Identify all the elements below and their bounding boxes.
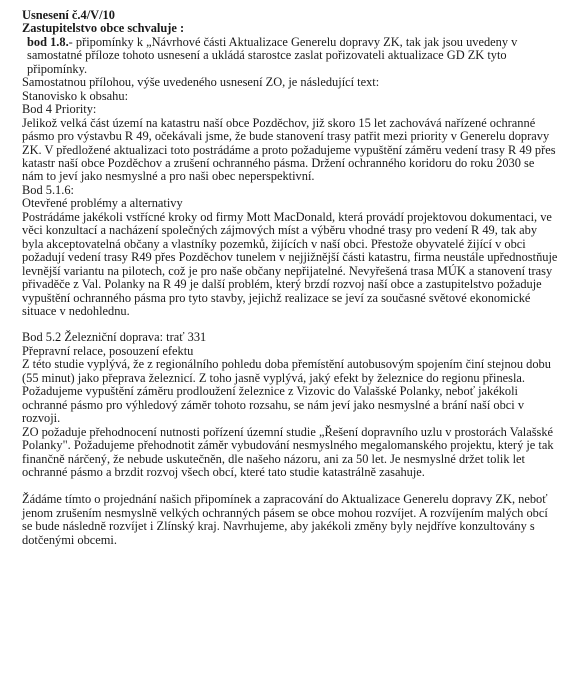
section-paragraph: ZO požaduje přehodnocení nutnosti pořízení územní studie „Řešení dopravního uzlu v prostorách Valašské Polanky". Požadujeme přehodnotit záměr vybudování nesmyslného megalomanského projektu, který je tak finančně nárčený, že nebude uskutečněn, dle našeho názoru, ani za 50 let. Je nesmyslné držet tolik let ochranné pásmo a brzdit rozvoj všech obcí, které tato studie katastrálně zasahuje.	[22, 424, 554, 479]
stance-heading: Stanovisko k obsahu:	[22, 88, 129, 103]
council-approves-heading: Zastupitelstvo obce schvaluje :	[22, 21, 185, 36]
section-heading: Bod 5.2 Železniční doprava: trať 331	[22, 330, 207, 345]
annex-intro: Samostatnou přílohou, výše uvedeného usnesení ZO, je následující text:	[22, 75, 380, 90]
section-subheading: Otevřené problémy a alternativy	[22, 196, 183, 211]
closing-paragraph: Žádáme tímto o projednání našich připomínek a zapracování do Aktualizace Generelu dopravy ZK, neboť jenom zrušením nesmyslně velkých ochranných pásem se obce mohou rozvíjet. A rozvíjením malých obcí se bude následně rozvíjet i Zlínský kraj. Navrhujeme, aby jakékoli změny byly nejdříve konzultovány s dotčenými obcemi.	[22, 492, 548, 547]
section-paragraph: Z této studie vyplývá, že z regionálního pohledu doba přemístění autobusovým spojením činí stejnou dobu (55 minut) jako přeprava železnicí. Z toho jasně vyplývá, jaký efekt by železnice do regionu přinesla. Požadujeme vypuštění záměru prodloužení železnice z Vizovic do Valašské Polanky, neboť jakékoli ochranné pásmo pro výhledový záměr tohoto rozsahu, se nám jeví jako nesmyslné a brání naší obci v rozvoji.	[22, 357, 551, 426]
resolution-title: Usnesení č.4/V/10	[22, 8, 115, 22]
spacer	[22, 479, 558, 493]
item-number: bod 1.8.	[27, 34, 69, 49]
section-heading: Bod 4 Priority:	[22, 102, 97, 117]
section-paragraph: Jelikož velká část území na katastru naší obce Pozděchov, již skoro 15 let zachovává nařízené ochranné pásmo pro výstavbu R 49, očekávali jsme, že bude stanovení trasy patřit mezi priority v Generelu dopravy ZK. V předložené aktualizaci toto postrádáme a proto požadujeme vypuštění záměru vedení trasy R 49 přes katastr naší obce Pozděchov a zrušení ochranného pásma. Držení ochranného koridoru do roku 2030 se nám to jeví jako nesmyslné a pro naši obec neperspektivní.	[22, 115, 556, 184]
section-paragraph: Postrádáme jakékoli vstřícné kroky od firmy Mott MacDonald, která provádí projektovou dokumentaci, ve věci konzultací a nacházení společných zájmových míst a výběru vhodné trasy pro vedení R 49, tak aby byla akceptovatelná občany a vlastníky pozemků, žijících v naší obci. Přestože obyvatelé žijící v obci požadují vedení trasy R49 přes Pozděchov tunelem v nejjižnější části katastru, firma neustále upřednostňuje levnější variantu na pilotech, což je pro naše občany nepřijatelné. Nevyřešená trasa MÚK a stanovení trasy přivaděče z Val. Polanky na R 49 je další problém, který brzdí rozvoj naší obce a zastupitelstvo požaduje vypuštění ochranného pásma pro tyto stavby, jejichž realizace se jeví za současné světové ekonomické situace v nedohlednu.	[22, 209, 558, 318]
approved-item	[22, 36, 558, 76]
item-text: - připomínky k „Návrhové části Aktualizace Generelu dopravy ZK, tak jak jsou uvedeny v samostatné příloze tohoto usnesení a ukládá starostce zaslat pořizovateli aktualizace GD ZK tyto připomínky.	[27, 34, 518, 76]
section-subheading: Přepravní relace, posouzení efektu	[22, 343, 194, 358]
section-heading: Bod 5.1.6:	[22, 182, 74, 197]
